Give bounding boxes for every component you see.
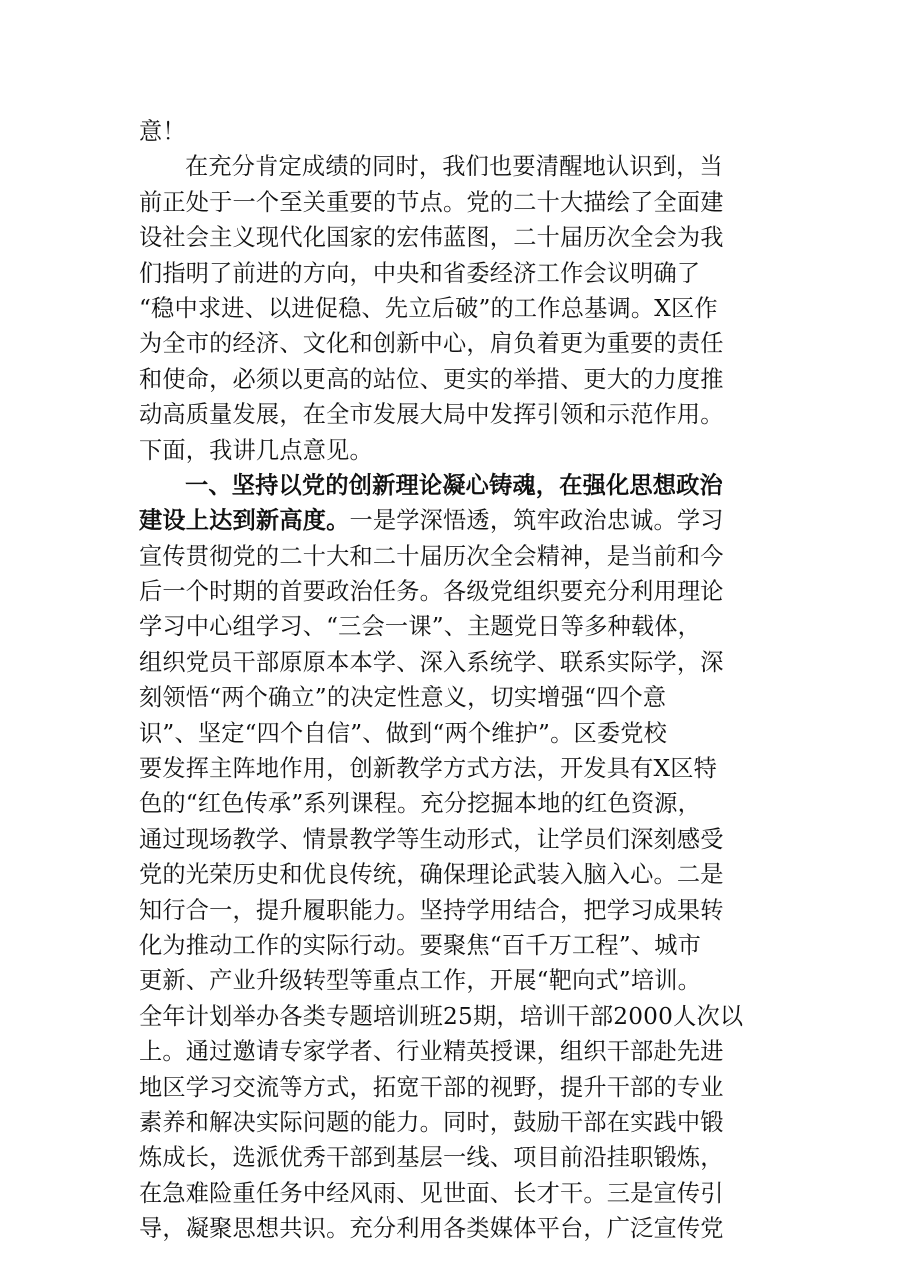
paragraph-text: 知行合一，提升履职能力。坚持学用结合，把学习成果转 <box>139 896 724 924</box>
paragraph-text: 下面，我讲几点意见。 <box>139 436 373 464</box>
paragraph-text: 地区学习交流等方式，拓宽干部的视野，提升干部的专业 <box>139 1073 724 1101</box>
paragraph-text: 色的“红色传承”系列课程。充分挖掘本地的红色资源， <box>139 790 702 818</box>
text-line <box>139 1105 779 1140</box>
text-line <box>139 149 779 184</box>
paragraph-text: 前正处于一个至关重要的节点。党的二十大描绘了全面建 <box>139 188 724 216</box>
text-line <box>139 220 779 255</box>
text-line <box>139 1176 779 1211</box>
text-line <box>139 397 779 432</box>
paragraph-text: 学习中心组学习、“三会一课”、主题党日等多种载体， <box>139 613 702 641</box>
paragraph-text: 动高质量发展，在全市发展大局中发挥引领和示范作用。 <box>139 401 724 429</box>
text-line <box>139 822 779 857</box>
paragraph-text: 刻领悟“两个确立”的决定性意义，切实增强“四个意 <box>139 684 667 712</box>
paragraph-text: 党的光荣历史和优良传统，确保理论武装入脑入心。二是 <box>139 861 724 889</box>
paragraph-text: 更新、产业升级转型等重点工作，开展“靶向式”培训。 <box>139 967 702 995</box>
text-line <box>139 857 779 892</box>
text-line <box>139 1211 779 1246</box>
text-line <box>139 1140 779 1175</box>
text-line <box>139 999 779 1034</box>
paragraph-text: 们指明了前进的方向，中央和省委经济工作会议明确了 <box>139 259 701 287</box>
paragraph-text: 炼成长，选派优秀干部到基层一线、项目前沿挂职锻炼， <box>139 1144 724 1172</box>
paragraph-text: 导，凝聚思想共识。充分利用各类媒体平台，广泛宣传党 <box>139 1215 724 1243</box>
paragraph-text: 化为推动工作的实际行动。要聚焦“百千万工程”、城市 <box>139 931 702 959</box>
paragraph-text: 设社会主义现代化国家的宏伟蓝图，二十届历次全会为我 <box>139 224 724 252</box>
text-line <box>139 291 779 326</box>
paragraph-text: 和使命，必须以更高的站位、更实的举措、更大的力度推 <box>139 365 724 393</box>
paragraph-text: 素养和解决实际问题的能力。同时，鼓励干部在实践中锻 <box>139 1108 724 1136</box>
text-line <box>139 1070 779 1105</box>
text-line <box>139 503 779 538</box>
text-line <box>139 963 779 998</box>
paragraph-text: 上。通过邀请专家学者、行业精英授课，组织干部赴先进 <box>139 1038 724 1066</box>
text-line <box>139 645 779 680</box>
text-line <box>139 716 779 751</box>
paragraph-text: 后一个时期的首要政治任务。各级党组织要充分利用理论 <box>139 578 724 606</box>
text-line <box>139 326 779 361</box>
paragraph-text: 宣传贯彻党的二十大和二十届历次全会精神，是当前和今 <box>139 542 724 570</box>
text-line <box>139 893 779 928</box>
paragraph-text: 组织党员干部原原本本学、深入系统学、联系实际学，深 <box>139 648 724 676</box>
paragraph-text: 在充分肯定成绩的同时，我们也要清醒地认识到，当 <box>185 153 723 181</box>
text-line <box>139 362 779 397</box>
text-line <box>139 574 779 609</box>
text-line <box>139 751 779 786</box>
text-line <box>139 609 779 644</box>
text-line <box>139 185 779 220</box>
text-line <box>139 928 779 963</box>
section-heading: 建设上达到新高度。 <box>139 507 350 535</box>
text-line <box>139 433 779 468</box>
text-line <box>139 256 779 291</box>
paragraph-text: 在急难险重任务中经风雨、见世面、长才干。三是宣传引 <box>139 1179 724 1207</box>
document-body <box>139 114 779 1247</box>
paragraph-text: 通过现场教学、情景教学等生动形式，让学员们深刻感受 <box>139 825 724 853</box>
paragraph-text: “稳中求进、以进促稳、先立后破”的工作总基调。X区作 <box>139 294 718 322</box>
text-line <box>139 539 779 574</box>
paragraph-text: 要发挥主阵地作用，创新教学方式方法，开发具有X区特 <box>139 755 718 783</box>
paragraph-text: 一是学深悟透，筑牢政治忠诚。学习 <box>349 507 724 535</box>
paragraph-text: 全年计划举办各类专题培训班25期，培训干部2000人次以 <box>139 1002 744 1030</box>
paragraph-text: 意！ <box>139 118 186 145</box>
text-line <box>139 786 779 821</box>
text-line <box>139 468 779 503</box>
paragraph-text: 识”、坚定“四个自信”、做到“两个维护”。区委党校 <box>139 719 668 747</box>
text-line <box>139 680 779 715</box>
text-line <box>139 114 779 149</box>
text-line <box>139 1034 779 1069</box>
paragraph-text: 为全市的经济、文化和创新中心，肩负着更为重要的责任 <box>139 330 724 358</box>
section-heading: 一、坚持以党的创新理论凝心铸魂，在强化思想政治 <box>185 471 723 499</box>
